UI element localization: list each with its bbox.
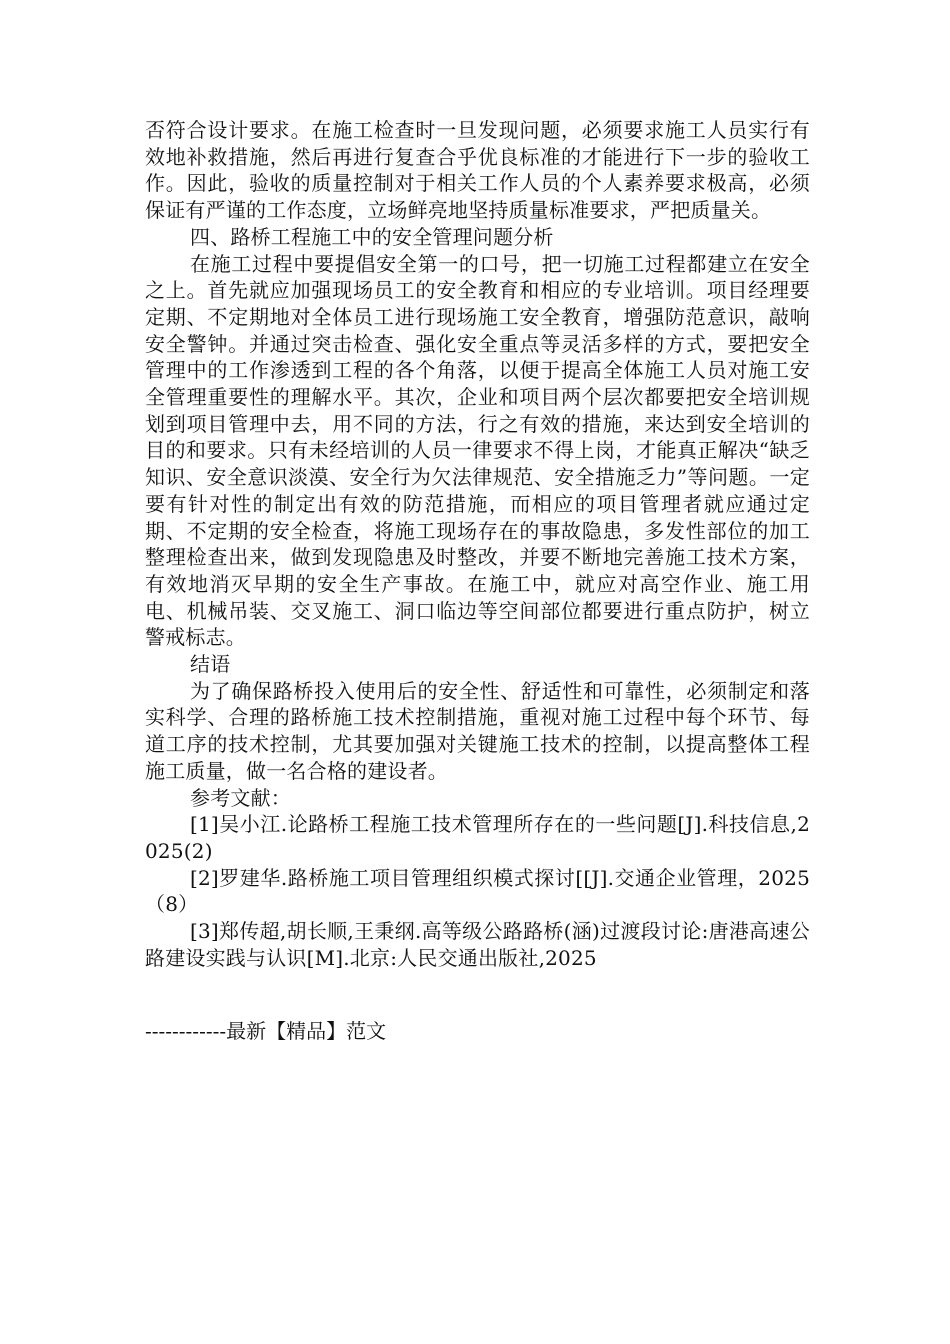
- paragraph-conclusion: 为了确保路桥投入使用后的安全性、舒适性和可靠性，必须制定和落实科学、合理的路桥施工技术控制措施，重视对施工过程中每个环节、每道工序的技术控制，尤其要加强对关键施工技术的控制，以提高整体工程施工质量，做一名合格的建设者。: [145, 678, 810, 783]
- paragraph-acceptance-quality: 否符合设计要求。在施工检查时一旦发现问题，必须要求施工人员实行有效地补救措施，然后再进行复查合乎优良标准的才能进行下一步的验收工作。因此，验收的质量控制对于相关工作人员的个人素养要求极高，必须保证有严谨的工作态度，立场鲜亮地坚持质量标准要求，严把质量关。: [145, 118, 810, 223]
- reference-item-3: [3]郑传超,胡长顺,王秉纲.高等级公路路桥(涵)过渡段讨论:唐港高速公路建设实践与认识[M].北京:人民交通出版社,2025: [145, 919, 810, 970]
- section-heading-conclusion: 结语: [190, 652, 231, 677]
- page-footer: ------------最新【精品】范文: [145, 1019, 387, 1043]
- document-body: [145, 117, 810, 972]
- paragraph-safety-management: 在施工过程中要提倡安全第一的口号，把一切施工过程都建立在安全之上。首先就应加强现场员工的安全教育和相应的专业培训。项目经理要定期、不定期地对全体员工进行现场施工安全教育，增强防范意识，敲响安全警钟。并通过突击检查、强化安全重点等灵活多样的方式，要把安全管理中的工作渗透到工程的各个角落，以便于提高全体施工人员对施工安全管理重要性的理解水平。其次，企业和项目两个层次都要把安全培训规划到项目管理中去，用不同的方法，行之有效的措施，来达到安全培训的目的和要求。只有未经培训的人员一律要求不得上岗，才能真正解决“缺乏知识、安全意识淡漠、安全行为欠法律规范、安全措施乏力”等问题。一定要有针对性的制定出有效的防范措施，而相应的项目管理者就应通过定期、不定期的安全检查，将施工现场存在的事故隐患，多发性部位的加工整理检查出来，做到发现隐患及时整改，并要不断地完善施工技术方案，有效地消灭早期的安全生产事故。在施工中，就应对高空作业、施工用电、机械吊装、交叉施工、洞口临边等空间部位都要进行重点防护，树立警戒标志。: [145, 251, 810, 650]
- reference-item-1: [1]吴小江.论路桥工程施工技术管理所存在的一些问题[J].科技信息,2025(2): [145, 812, 810, 863]
- section-heading-references: 参考文献：: [190, 785, 291, 810]
- section-heading-safety: 四、路桥工程施工中的安全管理问题分析: [190, 224, 554, 249]
- reference-item-2: [2]罗建华.路桥施工项目管理组织模式探讨[[J].交通企业管理，2025（8）: [145, 865, 810, 917]
